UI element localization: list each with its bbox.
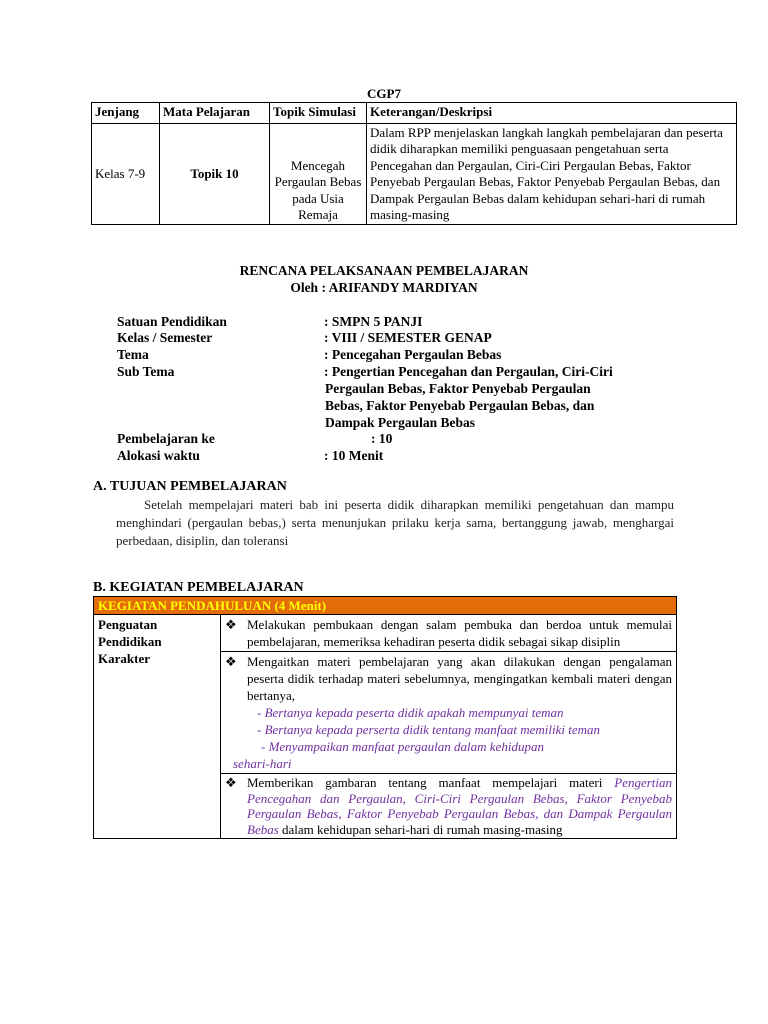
summary-table-header	[92, 103, 737, 124]
activity-text-1: Melakukan pembukaan dengan salam pembuka dan berdoa untuk memulai pembelajaran, memeriksa kehadiran peserta didik sebagai sikap disiplin	[247, 617, 672, 649]
activity-cell-3	[221, 774, 677, 839]
header-keterangan: Keterangan/Deskripsi	[367, 103, 737, 124]
satuan-value: : SMPN 5 PANJI	[324, 314, 423, 329]
activity-text-3	[247, 775, 672, 837]
rpp-author: Oleh : ARIFANDY MARDIYAN	[290, 280, 478, 295]
cell-jenjang: Kelas 7-9	[92, 124, 160, 225]
diamond-bullet-icon: ❖	[225, 775, 237, 790]
pembelajaran-value: : 10	[371, 431, 393, 446]
activity-item	[225, 775, 672, 837]
kegiatan-row-1	[94, 615, 677, 652]
alokasi-label: Alokasi waktu	[117, 448, 200, 463]
activity-cell-2	[221, 652, 677, 774]
kegiatan-table	[93, 596, 677, 839]
tujuan-paragraph: Setelah mempelajari materi bab ini peserta didik diharapkan memiliki pengetahuan dan mampu menghindari (pergaulan bebas,) serta menunjukan prilaku kerja sama, bertanggung jawab, menghargai perbedaan, disiplin, dan toleransi	[116, 497, 674, 548]
section-b-heading: B. KEGIATAN PEMBELAJARAN	[93, 580, 304, 595]
diamond-bullet-icon: ❖	[225, 617, 237, 632]
subtema-label: Sub Tema	[117, 364, 175, 379]
kelas-label: Kelas / Semester	[117, 330, 213, 345]
summary-table	[91, 102, 737, 225]
activity-text-2: Mengaitkan materi pembelajaran yang akan dilakukan dengan pengalaman peserta didik terhadap materi sebelumnya, mengingatkan kembali materi dengan bertanya,	[247, 654, 672, 703]
sub-item-2: - Bertanya kepada perserta didik tentang manfaat memiliki teman	[257, 722, 600, 737]
header-topik-simulasi: Topik Simulasi	[270, 103, 367, 124]
activity-cell-1	[221, 615, 677, 652]
activity-text-3a: Memberikan gambaran tentang manfaat mempelajari materi	[247, 775, 603, 790]
alokasi-value: : 10 Menit	[324, 448, 384, 463]
tema-label: Tema	[117, 347, 149, 362]
sub-item-1: - Bertanya kepada peserta didik apakah mempunyai teman	[257, 705, 564, 720]
cell-topik-simulasi: Mencegah Pergaulan Bebas pada Usia Remaja	[270, 124, 367, 225]
tema-value: : Pencegahan Pergaulan Bebas	[324, 347, 502, 362]
kelas-value: : VIII / SEMESTER GENAP	[324, 330, 492, 345]
activity-item	[225, 616, 672, 650]
pembelajaran-label: Pembelajaran ke	[117, 431, 215, 446]
header-mata-pelajaran: Mata Pelajaran	[160, 103, 270, 124]
subtema-line-1: : Pengertian Pencegahan dan Pergaulan, Ciri-Ciri	[324, 364, 613, 379]
satuan-label: Satuan Pendidikan	[117, 314, 227, 329]
sub-item-3-cont: sehari-hari	[233, 756, 292, 771]
activity-text-3c: dalam kehidupan sehari-hari di rumah masing-masing	[282, 821, 563, 837]
document-title: CGP7	[367, 86, 401, 101]
section-a-heading: A. TUJUAN PEMBELAJARAN	[93, 479, 287, 494]
kegiatan-pendahuluan-header: KEGIATAN PENDAHULUAN (4 Menit)	[94, 597, 677, 615]
kegiatan-header-row	[94, 597, 677, 615]
sub-item-3: - Menyampaikan manfaat pergaulan dalam kehidupan	[261, 739, 544, 754]
cell-deskripsi: Dalam RPP menjelaskan langkah langkah pembelajaran dan peserta didik diharapkan memiliki penguasaan pengetahuan serta Pencegahan dan Pergaulan, Ciri-Ciri Pergaulan Bebas, Faktor Penyebab Pergaulan Bebas, Faktor Penyebab Pergaulan Bebas, dan Dampak Pergaulan Bebas dalam kehidupan sehari-hari di rumah masing-masing	[367, 124, 737, 225]
summary-table-row	[92, 124, 737, 225]
header-jenjang: Jenjang	[92, 103, 160, 124]
subtema-line-3: Bebas, Faktor Penyebab Pergaulan Bebas, dan	[325, 398, 595, 413]
subtema-line-2: Pergaulan Bebas, Faktor Penyebab Pergaulan	[325, 381, 591, 396]
rpp-title: RENCANA PELAKSANAAN PEMBELAJARAN	[239, 263, 529, 278]
cell-mata-pelajaran: Topik 10	[160, 124, 270, 225]
activity-text-3-materi: Pengertian Pencegahan dan Pergaulan, Ciri-Ciri Pergaulan Bebas, Faktor Penyebab Pergaulan Bebas, Faktor Penyebab Pergaulan Bebas, dan Dampak Pergaulan Bebas	[247, 775, 672, 837]
activity-item	[225, 653, 672, 704]
penguatan-karakter-cell: Penguatan Pendidikan Karakter	[94, 615, 221, 839]
diamond-bullet-icon: ❖	[225, 654, 237, 669]
subtema-line-4: Dampak Pergaulan Bebas	[325, 415, 476, 430]
